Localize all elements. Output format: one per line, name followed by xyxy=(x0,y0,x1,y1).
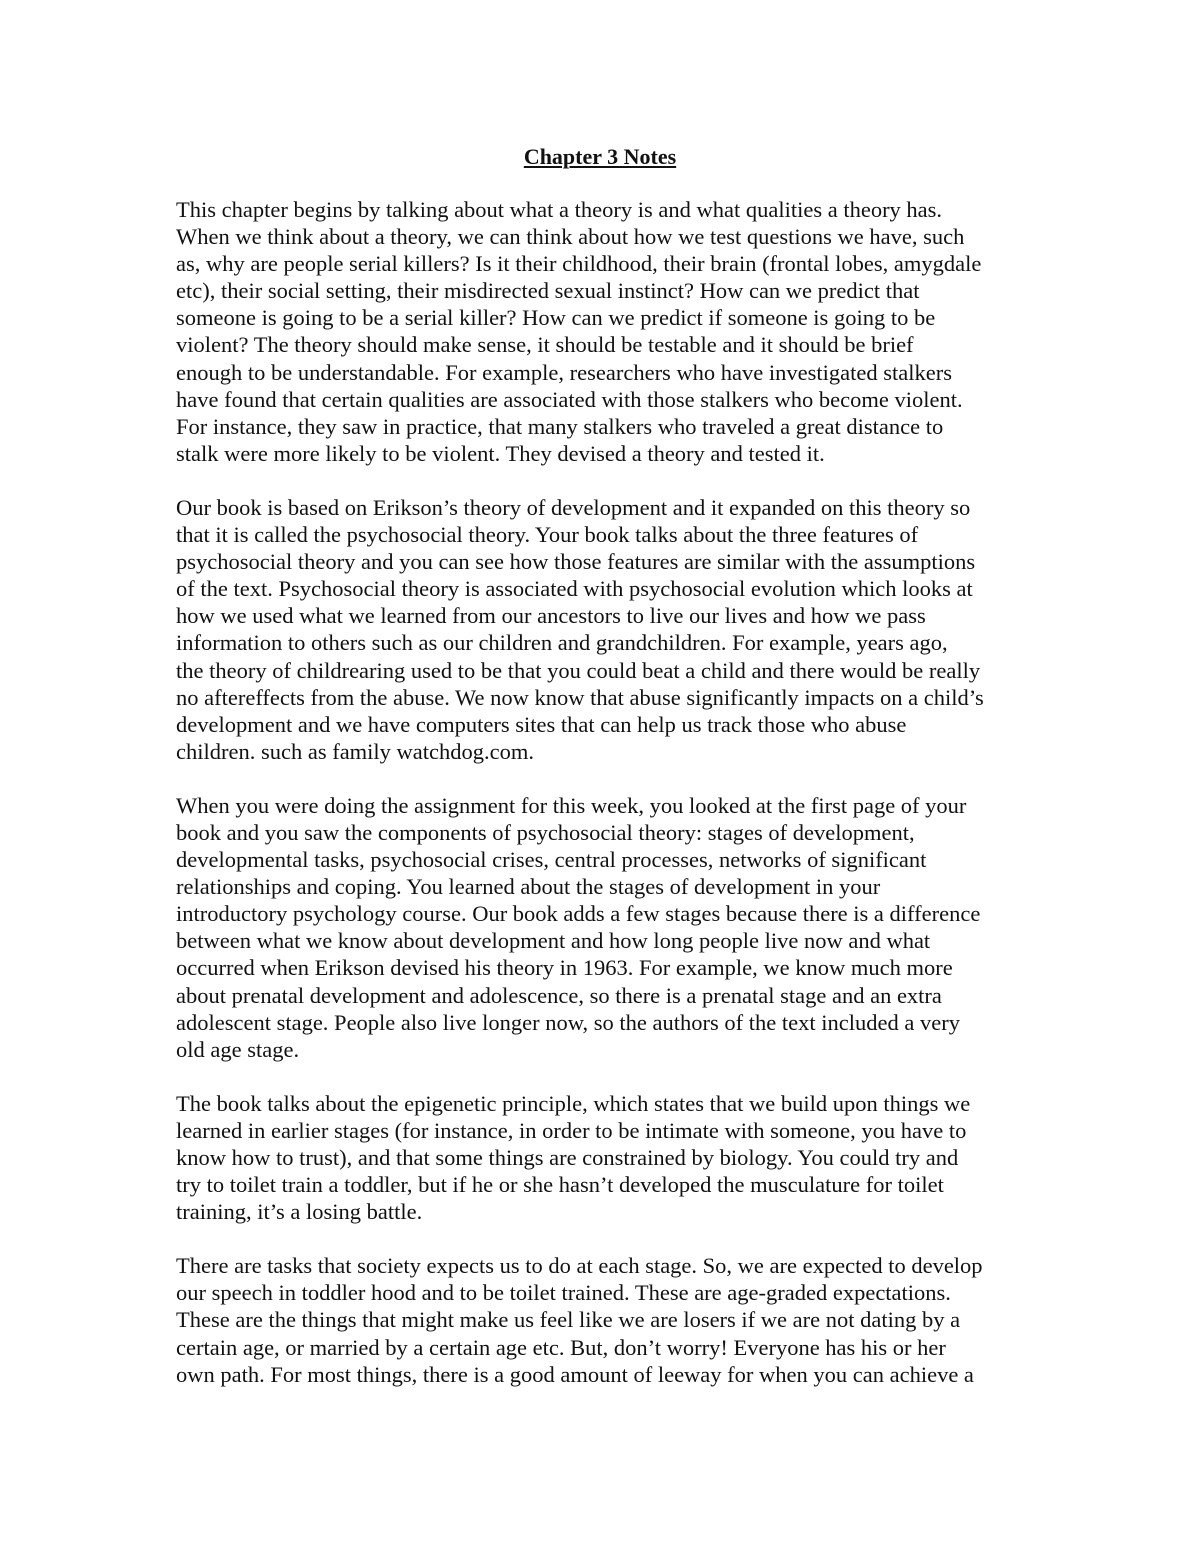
text-line: own path. For most things, there is a good amount of leeway for when you can achieve a xyxy=(176,1361,974,1387)
paragraph-erikson xyxy=(176,494,1036,765)
text-line: information to others such as our children and grandchildren. For example, years ago, xyxy=(176,630,948,656)
text-line: certain age, or married by a certain age etc. But, don’t worry! Everyone has his or her xyxy=(176,1334,946,1360)
text-line: know how to trust), and that some things are constrained by biology. You could try and xyxy=(176,1145,959,1170)
text-line: between what we know about development and how long people live now and what xyxy=(176,928,931,954)
paragraph-theory xyxy=(176,196,1036,467)
text-line: about prenatal development and adolescence, so there is a prenatal stage and an extra xyxy=(176,982,942,1008)
text-line: developmental tasks, psychosocial crises, central processes, networks of significant xyxy=(176,847,927,873)
text-line: development and we have computers sites that can help us track those who abuse xyxy=(176,711,907,737)
text-line: adolescent stage. People also live longer now, so the authors of the text included a very xyxy=(176,1009,960,1035)
paragraph-epigenetic xyxy=(176,1090,1036,1225)
paragraph-components xyxy=(176,792,1036,1063)
text-line: introductory psychology course. Our book adds a few stages because there is a difference xyxy=(176,901,981,927)
text-line: relationships and coping. You learned about the stages of development in your xyxy=(176,874,881,900)
text-line: how we used what we learned from our ancestors to live our lives and how we pass xyxy=(176,603,926,629)
text-line: of the text. Psychosocial theory is associated with psychosocial evolution which looks at xyxy=(176,576,973,602)
text-line: have found that certain qualities are associated with those stalkers who become violent. xyxy=(176,386,963,412)
text-line: violent? The theory should make sense, it should be testable and it should be brief xyxy=(176,332,914,358)
text-line: The book talks about the epigenetic principle, which states that we build upon things we xyxy=(176,1090,971,1116)
paragraph-tasks xyxy=(176,1252,1036,1387)
document-title: Chapter 3 Notes xyxy=(523,144,677,169)
text-line: stalk were more likely to be violent. They devised a theory and tested it. xyxy=(176,440,825,466)
text-line: old age stage. xyxy=(176,1036,300,1062)
text-line: learned in earlier stages (for instance, in order to be intimate with someone, you have to xyxy=(176,1117,967,1143)
text-line: training, it’s a losing battle. xyxy=(176,1199,423,1225)
text-line: book and you saw the components of psychosocial theory: stages of development, xyxy=(176,819,915,845)
text-line: try to toilet train a toddler, but if he or she hasn’t developed the musculature for toilet xyxy=(176,1172,944,1198)
text-line: etc), their social setting, their misdirected sexual instinct? How can we predict that xyxy=(176,278,920,304)
text-line: These are the things that might make us feel like we are losers if we are not dating by a xyxy=(176,1307,961,1333)
text-line: Our book is based on Erikson’s theory of development and it expanded on this theory so xyxy=(176,494,971,520)
text-line: When you were doing the assignment for this week, you looked at the first page of your xyxy=(176,792,967,818)
text-line: enough to be understandable. For example, researchers who have investigated stalkers xyxy=(176,359,952,385)
text-line: This chapter begins by talking about what a theory is and what qualities a theory has. xyxy=(176,197,943,222)
text-line: the theory of childrearing used to be that you could beat a child and there would be really xyxy=(176,657,981,683)
text-line: someone is going to be a serial killer? How can we predict if someone is going to be xyxy=(176,305,936,331)
text-line: occurred when Erikson devised his theory in 1963. For example, we know much more xyxy=(176,955,953,981)
text-line: children. such as family watchdog.com. xyxy=(176,738,535,764)
text-line: our speech in toddler hood and to be toilet trained. These are age-graded expectations. xyxy=(176,1280,951,1306)
text-line: There are tasks that society expects us to do at each stage. So, we are expected to develop xyxy=(176,1253,983,1279)
text-line: When we think about a theory, we can think about how we test questions we have, such xyxy=(176,224,965,250)
text-line: that it is called the psychosocial theory. Your book talks about the three features of xyxy=(176,522,919,548)
document-body xyxy=(176,196,1036,1415)
text-line: For instance, they saw in practice, that many stalkers who traveled a great distance to xyxy=(176,413,944,439)
text-line: no aftereffects from the abuse. We now know that abuse significantly impacts on a child’s xyxy=(176,684,984,710)
text-line: as, why are people serial killers? Is it their childhood, their brain (frontal lobes, amygdale xyxy=(176,251,982,277)
text-line: psychosocial theory and you can see how those features are similar with the assumptions xyxy=(176,549,976,575)
